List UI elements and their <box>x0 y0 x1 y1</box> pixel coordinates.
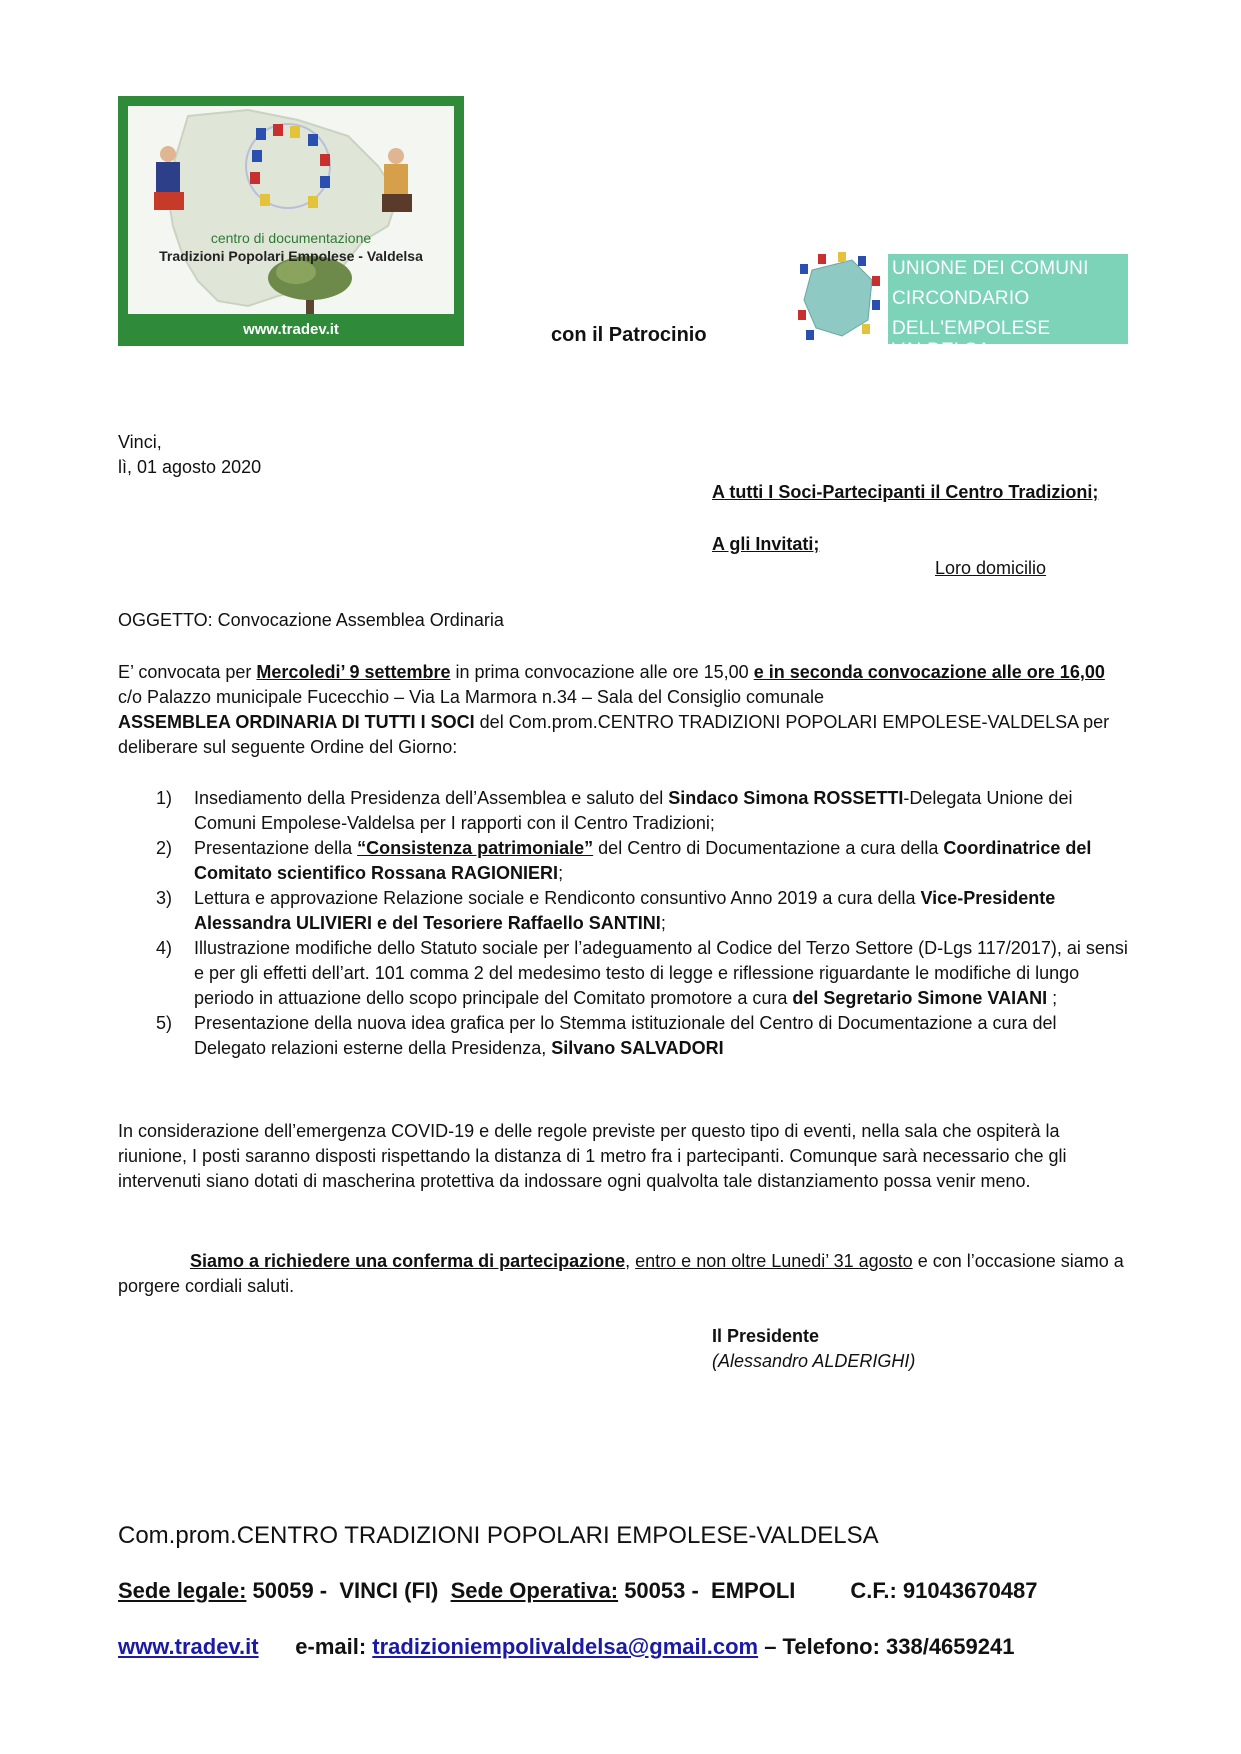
footer-org: Com.prom.CENTRO TRADIZIONI POPOLARI EMPOLESE-VALDELSA <box>118 1522 879 1549</box>
dancer-right-figure <box>382 148 412 212</box>
recipient-members: A tutti I Soci-Partecipanti il Centro Tradizioni; <box>712 482 1099 502</box>
agenda-item: 4) Illustrazione modifiche dello Statuto sociale per l’adeguamento al Codice del Terzo Settore (D-Lgs 117/2017), ai sensi e per gli effetti dell’art. 101 comma 2 del medesimo testo di legge e riflessione riguardante le modifiche di lungo periodo in attuazione dello scopo principale del Comitato promotore a cura del Segretario Simone VAIANI ; <box>156 938 1128 1008</box>
website-link[interactable]: www.tradev.it <box>118 1634 259 1659</box>
unione-line1: UNIONE DEI COMUNI <box>892 258 1089 279</box>
footer-addresses: Sede legale: 50059 - VINCI (FI) Sede Operativa: 50053 - EMPOLI C.F.: 91043670487 <box>118 1578 1038 1603</box>
unione-comuni-logo <box>792 250 1132 361</box>
signature-name: (Alessandro ALDERIGHI) <box>712 1351 916 1371</box>
tuscany-map-illustration <box>128 106 454 314</box>
logo-url[interactable]: www.tradev.it <box>243 321 339 338</box>
agenda-item: 1) Insediamento della Presidenza dell’Assemblea e saluto del Sindaco Simona ROSSETTI-Delegata Unione dei Comuni Empolese-Valdelsa per I rapporti con il Centro Tradizioni; <box>156 788 1073 833</box>
logo-image <box>128 106 454 314</box>
place: Vinci, <box>118 432 162 452</box>
olive-tree-image <box>268 256 352 314</box>
agenda-item: 2) Presentazione della “Consistenza patrimoniale” del Centro di Documentazione a cura della Coordinatrice del Comitato scientifico Rossana RAGIONIERI; <box>156 838 1092 883</box>
signature-title: Il Presidente <box>712 1326 820 1346</box>
logo-caption-small: centro di documentazione <box>210 230 372 246</box>
unione-map-icon <box>792 250 884 346</box>
recipient-guests: A gli Invitati; <box>712 534 820 554</box>
covid-paragraph: In considerazione dell’emergenza COVID-19 e delle regole previste per questo tipo di eventi, nella sala che ospiterà la riunione, I posti saranno disposti rispettando la distanza di 1 metro fra i partecipanti. Comunque sarà necessario che gli intervenuti siano dotati di mascherina protettiva da indossare ogni qualvolta tale distanziamento possa venir meno. <box>118 1121 1067 1191</box>
agenda-item: 3) Lettura e approvazione Relazione sociale e Rendiconto consuntivo Anno 2019 a cura della Vice-Presidente Alessandra ULIVIERI e del Tesoriere Raffaello SANTINI; <box>156 888 1056 933</box>
recipient-domicile: Loro domicilio <box>935 558 1047 578</box>
unione-line3: DELL'EMPOLESE VALDELSA <box>892 318 1051 361</box>
subject: OGGETTO: Convocazione Assemblea Ordinaria <box>118 610 504 630</box>
convocation-paragraph: E’ convocata per Mercoledi’ 9 settembre in prima convocazione alle ore 15,00 e in seconda convocazione alle ore 16,00 c/o Palazzo municipale Fucecchio – Via La Marmora n.34 – Sala del Consiglio comunale ASSEMBLEA ORDINARIA DI TUTTI I SOCI del Com.prom.CENTRO TRADIZIONI POPOLARI EMPOLESE-VALDELSA per deliberare sul seguente Ordine del Giorno: <box>118 662 1110 757</box>
patronage-label: con il Patrocinio <box>551 324 707 346</box>
agenda-item: 5) Presentazione della nuova idea grafica per lo Stemma istituzionale del Centro di Documentazione a cura del Delegato relazioni esterne della Presidenza, Silvano SALVADORI <box>156 1013 1057 1058</box>
tradev-logo <box>118 96 464 346</box>
unione-line2: CIRCONDARIO <box>892 288 1030 309</box>
footer-contacts: www.tradev.it e-mail: tradizioniempolivaldelsa@gmail.com – Telefono: 338/4659241 <box>118 1634 1015 1659</box>
email-link[interactable]: tradizioniempolivaldelsa@gmail.com <box>372 1634 759 1659</box>
confirmation-paragraph: Siamo a richiedere una conferma di partecipazione, entro e non oltre Lunedi’ 31 agosto e con l’occasione siamo a porgere cordiali saluti. <box>118 1251 1124 1296</box>
logo-caption-title: Tradizioni Popolari Empolese - Valdelsa <box>159 248 423 264</box>
agenda-list <box>118 786 1128 1061</box>
date: lì, 01 agosto 2020 <box>118 457 262 477</box>
